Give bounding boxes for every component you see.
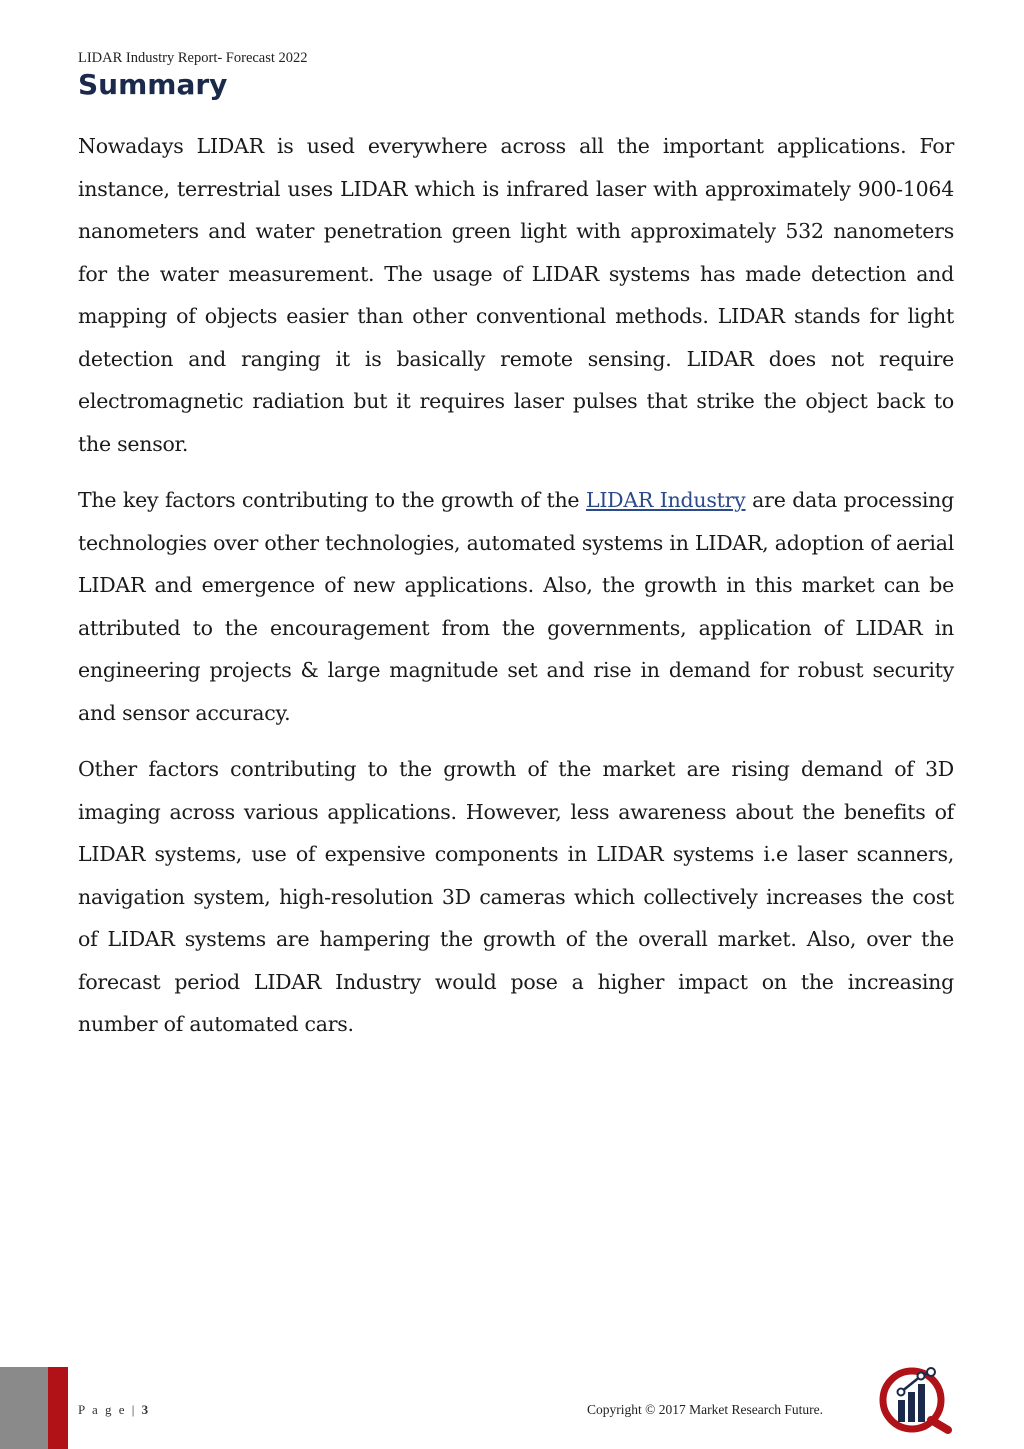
logo-node-3 (927, 1368, 935, 1376)
market-research-future-logo-icon (876, 1366, 956, 1434)
section-title: Summary (78, 68, 228, 101)
page-label: P a g e | (78, 1402, 142, 1417)
logo-node-1 (898, 1389, 905, 1396)
footer-red-bar (48, 1367, 68, 1449)
page-number (78, 1402, 148, 1418)
report-header: LIDAR Industry Report- Forecast 2022 (78, 50, 308, 66)
logo-bar-1 (898, 1400, 905, 1422)
copyright-notice: Copyright © 2017 Market Research Future. (587, 1402, 823, 1417)
paragraph-2-end: are data processing technologies over other technologies, automated systems in LIDAR, adoption of aerial LIDAR and emergence of new applications. Also, the growth in this market can be attributed to the encouragement from the governments, application of LIDAR in engineering projects & large magnitude set and rise in demand for robust security and sensor accuracy. (78, 488, 954, 725)
logo-handle (931, 1420, 948, 1430)
logo-node-2 (918, 1373, 925, 1380)
footer-gray-bar (0, 1367, 48, 1449)
paragraph-2 (78, 479, 954, 734)
page-number-value: 3 (141, 1402, 149, 1417)
paragraph-3: Other factors contributing to the growth of the market are rising demand of 3D imaging across various applications. However, less awareness about the benefits of LIDAR systems, use of expensive components in LIDAR systems i.e laser scanners, navigation system, high-resolution 3D cameras which collectively increases the cost of LIDAR systems are hampering the growth of the overall market. Also, over the forecast period LIDAR Industry would pose a higher impact on the increasing number of automated cars. (78, 757, 954, 1036)
document-body (78, 125, 954, 1060)
lidar-industry-link[interactable]: LIDAR Industry (585, 488, 746, 512)
paragraph-2-start: The key factors contributing to the growth of the (78, 488, 586, 512)
logo-bar-3 (918, 1384, 925, 1422)
logo-bar-2 (908, 1392, 915, 1422)
paragraph-1: Nowadays LIDAR is used everywhere across all the important applications. For instance, terrestrial uses LIDAR which is infrared laser with approximately 900-1064 nanometers and water penetration green light with approximately 532 nanometers for the water measurement. The usage of LIDAR systems has made detection and mapping of objects easier than other conventional methods. LIDAR stands for light detection and ranging it is basically remote sensing. LIDAR does not require electromagnetic radiation but it requires laser pulses that strike the object back to the sensor. (78, 134, 954, 456)
